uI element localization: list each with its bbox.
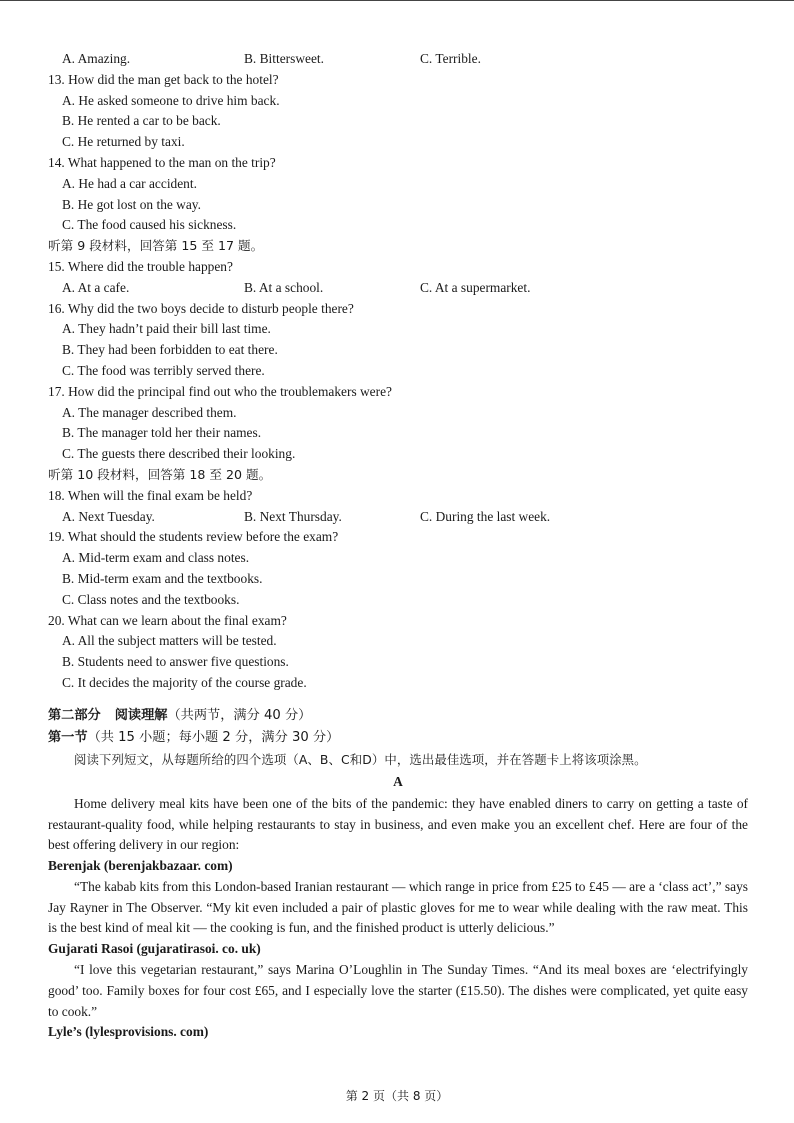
page-footer: 第 2 页（共 8 页）: [345, 1089, 449, 1103]
q17-stem: 17. How did the principal find out who the troublemakers were?: [48, 383, 392, 399]
q17-option-c: C. The guests there described their looking.: [62, 446, 296, 462]
restaurant-2-review: [48, 960, 748, 1022]
q20-option-c: C. It decides the majority of the course grade.: [62, 674, 307, 690]
q14-option-a: A. He had a car accident.: [62, 175, 197, 191]
q19-option-b: B. Mid-term exam and the textbooks.: [62, 570, 263, 586]
q13-option-c: C. He returned by taxi.: [62, 134, 185, 150]
q18-stem: 18. When will the final exam be held?: [48, 487, 253, 503]
option-a: A. Next Tuesday.: [62, 508, 155, 524]
intro-text: Home delivery meal kits have been one of the bits of the pandemic: they have enabled diners to carry on getting a taste of restaurant-quality food, while helping restaurants to stay in business, and even make you an excellent chef. Here are four of the best offering delivery in our region:: [48, 795, 748, 853]
passage-letter: A: [393, 773, 403, 789]
review-text: “The kabab kits from this London-based Iranian restaurant — which range in price from £25 to £45 — are a ‘class act’,” says Jay Rayner in The Observer. “My kit even included a pair of plastic gloves for me to wear while dealing with the raw meat. This is the best kind of meal kit — the cooking is fun, and the finished product is utterly delicious.”: [48, 878, 748, 936]
listening-instruction-10: 听第 10 段材料，回答第 18 至 20 题。: [48, 466, 272, 482]
q17-option-b: B. The manager told her their names.: [62, 425, 262, 441]
part2-name: 阅读理解: [114, 707, 168, 723]
q13-option-b: B. He rented a car to be back.: [62, 113, 221, 129]
q15-stem: 15. Where did the trouble happen?: [48, 258, 233, 274]
restaurant-3-heading: Lyle’s (lylesprovisions. com): [48, 1024, 209, 1040]
q14-stem: 14. What happened to the man on the trip?: [48, 154, 276, 170]
review-text: “I love this vegetarian restaurant,” says Marina O’Loughlin in The Sunday Times. “And its meal boxes are ‘electrifyingly good’ too. Family boxes for four cost £65, and I especially love the starter (£15.50). The dishes were complicated, yet quite easy to cook.”: [48, 962, 748, 1019]
q12-options: [48, 49, 748, 70]
restaurant-2-heading: Gujarati Rasoi (gujaratirasoi. co. uk): [48, 941, 261, 957]
q20-option-b: B. Students need to answer five questions.: [62, 654, 289, 670]
q16-option-a: A. They hadn’t paid their bill last time.: [62, 321, 271, 337]
q14-option-c: C. The food caused his sickness.: [62, 217, 237, 233]
q16-stem: 16. Why did the two boys decide to disturb people there?: [48, 300, 354, 316]
q20-stem: 20. What can we learn about the final exam?: [48, 612, 287, 628]
listening-instruction-9: 听第 9 段材料，回答第 15 至 17 题。: [48, 238, 264, 254]
q17-option-a: A. The manager described them.: [62, 404, 237, 420]
restaurant-1-review: [48, 877, 748, 939]
q16-option-c: C. The food was terribly served there.: [62, 362, 265, 378]
option-c: C. Terrible.: [420, 51, 481, 66]
page-content: [48, 49, 748, 1043]
part2-title: 第二部分: [48, 707, 101, 723]
q20-option-a: A. All the subject matters will be tested.: [62, 633, 277, 649]
reading-instruction: 阅读下列短文，从每题所给的四个选项（A、B、C和D）中，选出最佳选项，并在答题卡上将该项涂黑。: [74, 751, 647, 767]
section1-heading: [48, 728, 748, 750]
top-rule: [0, 0, 794, 1]
q15-options: [48, 278, 748, 299]
q14-option-b: B. He got lost on the way.: [62, 196, 201, 212]
option-b: B. Next Thursday.: [244, 508, 342, 524]
option-a: A. At a cafe.: [62, 279, 130, 295]
section1-title: 第一节: [48, 729, 88, 745]
option-a: A. Amazing.: [62, 51, 131, 66]
q13-stem: 13. How did the man get back to the hotel?: [48, 71, 279, 87]
option-b: B. At a school.: [244, 279, 324, 295]
passage-intro: [48, 794, 748, 856]
part2-note: （共两节，满分 40 分）: [167, 707, 312, 723]
q19-stem: 19. What should the students review before the exam?: [48, 529, 339, 545]
q19-option-c: C. Class notes and the textbooks.: [62, 591, 240, 607]
option-c: C. At a supermarket.: [420, 279, 531, 295]
part2-heading: [48, 706, 748, 728]
q18-options: [48, 507, 748, 528]
q19-option-a: A. Mid-term exam and class notes.: [62, 550, 250, 566]
q16-option-b: B. They had been forbidden to eat there.: [62, 342, 278, 358]
option-b: B. Bittersweet.: [244, 51, 324, 66]
section1-note: （共 15 小题；每小题 2 分，满分 30 分）: [87, 729, 340, 745]
q13-option-a: A. He asked someone to drive him back.: [62, 92, 280, 108]
restaurant-1-heading: Berenjak (berenjakbazaar. com): [48, 858, 233, 874]
option-c: C. During the last week.: [420, 508, 551, 524]
